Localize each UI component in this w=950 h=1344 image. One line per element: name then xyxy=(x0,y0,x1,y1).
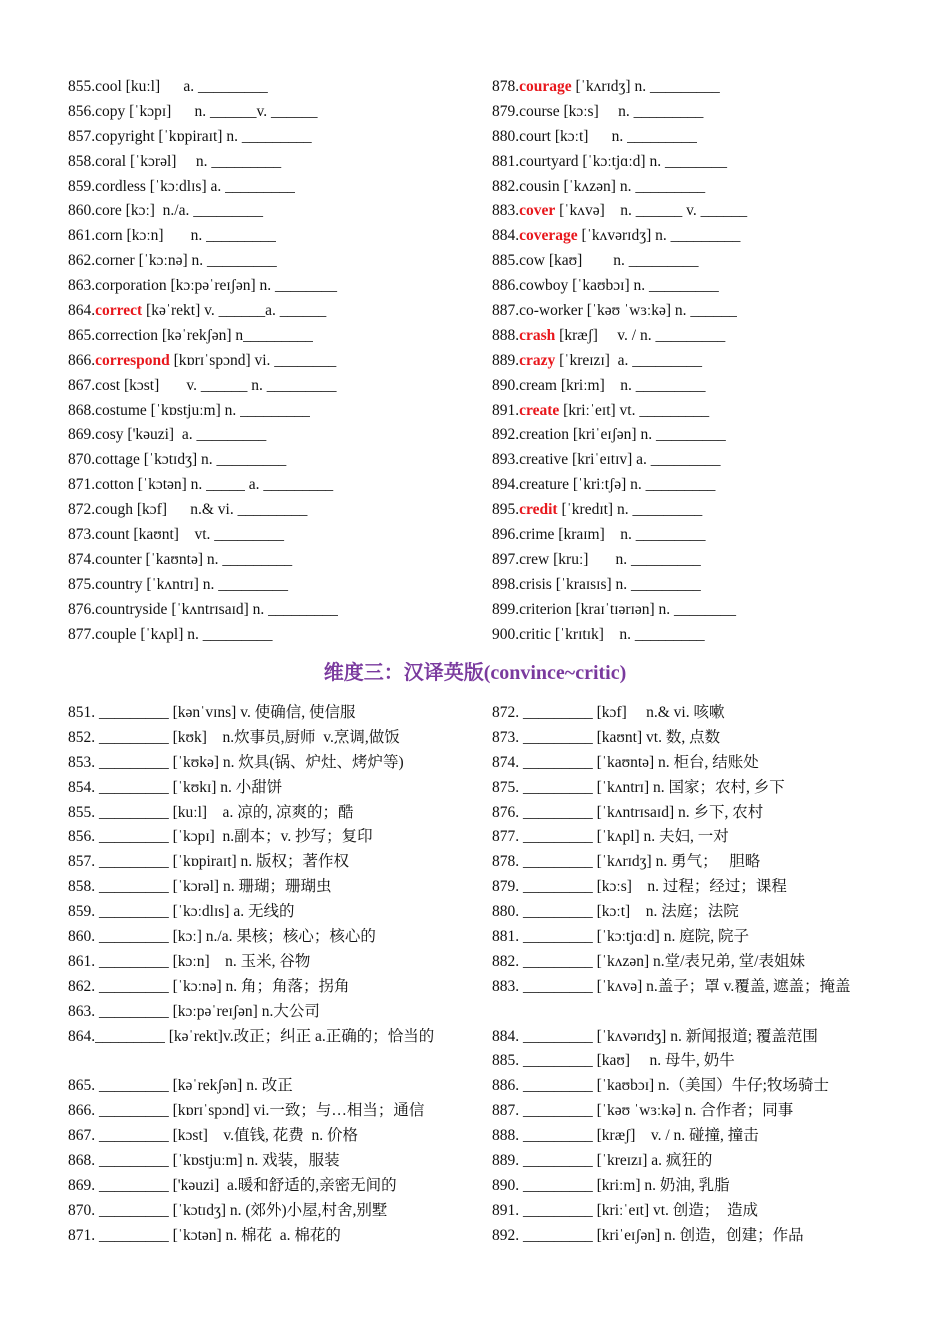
vocab-entry xyxy=(492,1224,884,1249)
entry-text: 881.courtyard [ˈkɔːtjɑːd] n. ________ xyxy=(492,152,727,170)
entry-text: 895. xyxy=(492,501,520,519)
vocab-entry xyxy=(492,1174,884,1199)
vocab-entry xyxy=(492,274,902,299)
entry-text: 888. xyxy=(492,326,520,344)
entry-text: 874.counter [ˈkaʊntə] n. _________ xyxy=(68,550,293,568)
entry-text: 864. xyxy=(68,302,96,320)
vocab-entry xyxy=(492,751,884,776)
entry-text: 859. _________ [ˈkɔːdlɪs] a. 无线的 xyxy=(68,903,295,921)
vocab-entry xyxy=(68,423,478,448)
entry-text: 877.couple [ˈkʌpl] n. _________ xyxy=(68,625,273,643)
vocab-entry xyxy=(492,498,902,523)
entry-text: 862. _________ [ˈkɔːnə] n. 角；角落；拐角 xyxy=(68,977,350,995)
entry-text: 889. xyxy=(492,351,520,369)
entry-text: 893.creative [kriˈeɪtɪv] a. _________ xyxy=(492,451,721,469)
vocab-entry xyxy=(68,623,478,648)
vocab-entry xyxy=(492,925,884,950)
entry-text: 867.cost [kɔst] v. ______ n. _________ xyxy=(68,376,337,394)
vocab-entry xyxy=(492,900,884,925)
entry-text: 877. _________ [ˈkʌpl] n. 夫妇, 一对 xyxy=(492,828,729,846)
bottom-right-column xyxy=(492,701,884,1249)
entry-keyword: coverage xyxy=(519,227,578,245)
vocab-entry xyxy=(68,498,478,523)
entry-text: 880. _________ [kɔːt] n. 法庭；法院 xyxy=(492,903,739,921)
vocab-entry xyxy=(492,950,884,975)
entry-text: 885. _________ [kaʊ] n. 母牛, 奶牛 xyxy=(492,1052,735,1070)
vocab-entry xyxy=(492,801,884,826)
vocab-entry xyxy=(492,423,902,448)
vocab-entry xyxy=(68,701,460,726)
entry-text: 887. _________ [ˈkəʊ ˈwɜːkə] n. 合作者；同事 xyxy=(492,1102,794,1120)
vocab-entry xyxy=(492,224,902,249)
entry-text: 885.cow [kaʊ] n. _________ xyxy=(492,252,699,270)
entry-text: 856.copy [ˈkɔpɪ] n. ______v. ______ xyxy=(68,102,318,120)
entry-text: 883. xyxy=(492,202,520,220)
vocab-entry xyxy=(68,1099,460,1124)
entry-text: 887.co-worker [ˈkəʊ ˈwɜːkə] n. ______ xyxy=(492,302,737,320)
entry-text: 880.court [kɔːt] n. _________ xyxy=(492,127,697,145)
entry-text: 873. _________ [kaʊnt] vt. 数, 点数 xyxy=(492,728,721,746)
entry-text: [kəˈrekt] v. ______a. ______ xyxy=(142,302,327,320)
vocab-entry xyxy=(492,448,902,473)
entry-text: 867. _________ [kɔst] v.值钱, 花费 n. 价格 xyxy=(68,1127,359,1145)
entry-text: 874. _________ [ˈkaʊntə] n. 柜台, 结账处 xyxy=(492,753,759,771)
vocab-entry xyxy=(68,726,460,751)
entry-text: [kɒrɪˈspɔnd] vi. ________ xyxy=(169,351,337,369)
entry-text: 865. _________ [kəˈrekʃən] n. 改正 xyxy=(68,1077,293,1095)
vocab-entry xyxy=(68,75,478,100)
entry-text: [ˈkʌrɪdʒ] n. _________ xyxy=(571,78,720,95)
vocab-entry xyxy=(492,1099,884,1124)
vocab-entry xyxy=(492,523,902,548)
entry-text: 866. xyxy=(68,351,96,369)
vocab-entry xyxy=(68,1199,460,1224)
vocab-entry xyxy=(68,850,460,875)
entry-text: 898.crisis [ˈkraɪsɪs] n. _________ xyxy=(492,575,701,593)
vocab-entry xyxy=(492,299,902,324)
vocab-entry xyxy=(68,150,478,175)
vocab-entry xyxy=(68,324,478,349)
vocab-entry xyxy=(68,199,478,224)
vocab-entry xyxy=(68,1124,460,1149)
entry-text: 892. _________ [kriˈeɪʃən] n. 创造，创建；作品 xyxy=(492,1226,804,1244)
entry-text: 866. _________ [kɒrɪˈspɔnd] vi.一致；与…相当；通信 xyxy=(68,1102,425,1120)
entry-text: 857.copyright [ˈkɒpiraɪt] n. _________ xyxy=(68,127,312,145)
entry-text: 856. _________ [ˈkɔpɪ] n.副本；v. 抄写；复印 xyxy=(68,828,373,846)
vocab-entry xyxy=(68,1174,460,1199)
vocab-entry xyxy=(68,100,478,125)
entry-keyword: courage xyxy=(519,78,572,95)
entry-text: 882. _________ [ˈkʌzən] n.堂/表兄弟, 堂/表姐妹 xyxy=(492,952,805,970)
entry-text: 890.cream [kriːm] n. _________ xyxy=(492,376,706,394)
vocab-entry xyxy=(492,850,884,875)
vocab-entry xyxy=(68,1000,460,1025)
entry-text: 862.corner [ˈkɔːnə] n. _________ xyxy=(68,252,277,270)
entry-text: 891. xyxy=(492,401,520,419)
vocab-entry xyxy=(492,623,902,648)
entry-text: 876. _________ [ˈkʌntrɪsaɪd] n. 乡下, 农村 xyxy=(492,803,764,821)
vocab-entry xyxy=(68,299,478,324)
entry-text: 859.cordless [ˈkɔːdlɪs] a. _________ xyxy=(68,177,295,195)
vocab-entry xyxy=(492,598,902,623)
entry-text: 863.corporation [kɔːpəˈreɪʃən] n. ________ xyxy=(68,277,338,295)
vocab-entry xyxy=(68,399,478,424)
entry-text: 860.core [kɔː] n./a. _________ xyxy=(68,202,263,220)
entry-text: [kriːˈeɪt] vt. _________ xyxy=(559,401,710,419)
entry-text: 875.country [ˈkʌntrɪ] n. _________ xyxy=(68,575,288,593)
vocab-entry xyxy=(492,825,884,850)
top-left-column xyxy=(68,75,478,647)
entry-text: 863. _________ [kɔːpəˈreɪʃən] n.大公司 xyxy=(68,1002,320,1020)
entry-text: [kræʃ] v. / n. _________ xyxy=(555,326,726,344)
entry-text: [ˈkredɪt] n. _________ xyxy=(557,501,703,519)
entry-text: 861.corn [kɔːn] n. _________ xyxy=(68,227,276,245)
vocab-entry xyxy=(68,1149,460,1174)
vocab-entry xyxy=(492,349,902,374)
vocab-entry xyxy=(492,199,902,224)
vocab-entry xyxy=(492,573,902,598)
vocab-entry xyxy=(68,349,478,374)
vocab-entry xyxy=(68,950,460,975)
entry-text: 900.critic [ˈkrɪtɪk] n. _________ xyxy=(492,625,705,643)
vocab-entry xyxy=(492,249,902,274)
entry-text: 883. _________ [ˈkʌvə] n.盖子；罩 v.覆盖, 遮盖；掩盖 xyxy=(492,977,851,995)
entry-text: 855. _________ [kuːl] a. 凉的, 凉爽的；酷 xyxy=(68,803,354,821)
entry-text: 858. _________ [ˈkɔrəl] n. 珊瑚；珊瑚虫 xyxy=(68,878,332,896)
vocab-entry xyxy=(68,801,460,826)
entry-text: 872.cough [kɔf] n.& vi. _________ xyxy=(68,501,308,519)
entry-text: 852. _________ [kʊk] n.炊事员,厨师 v.烹调,做饭 xyxy=(68,728,400,746)
entry-text: 896.crime [kraɪm] n. _________ xyxy=(492,526,706,544)
entry-text: 892.creation [kriˈeɪʃən] n. _________ xyxy=(492,426,726,444)
top-right-column xyxy=(492,75,902,647)
vocab-entry xyxy=(68,751,460,776)
vocab-entry xyxy=(68,925,460,950)
vocab-entry xyxy=(68,1224,460,1249)
entry-text: 871. _________ [ˈkɔtən] n. 棉花 a. 棉花的 xyxy=(68,1226,341,1244)
entry-text: 884. xyxy=(492,227,520,245)
vocab-entry xyxy=(492,374,902,399)
entry-text: 897.crew [kruː] n. _________ xyxy=(492,550,701,568)
vocab-entry xyxy=(492,1124,884,1149)
entry-keyword: crazy xyxy=(519,351,556,369)
vocab-entry xyxy=(68,1074,460,1099)
vocab-entry xyxy=(68,448,478,473)
vocab-entry xyxy=(492,548,902,573)
vocab-entry xyxy=(68,175,478,200)
entry-text: 875. _________ [ˈkʌntrɪ] n. 国家；农村, 乡下 xyxy=(492,778,785,796)
vocab-entry xyxy=(492,100,902,125)
entry-text: 878. xyxy=(492,78,520,95)
entry-text: 870. _________ [ˈkɔtɪdʒ] n. (郊外)小屋,村舍,别墅 xyxy=(68,1201,388,1219)
vocab-entry xyxy=(492,726,884,751)
bottom-left-column xyxy=(68,701,460,1249)
entry-text: 869. _________ ['kəuzi] a.暖和舒适的,亲密无间的 xyxy=(68,1176,397,1194)
vocab-entry xyxy=(492,1025,884,1050)
vocab-entry xyxy=(68,573,478,598)
vocab-entry xyxy=(492,150,902,175)
vocab-entry xyxy=(492,776,884,801)
entry-text: 888. _________ [kræʃ] v. / n. 碰撞, 撞击 xyxy=(492,1127,759,1145)
entry-text: 854. _________ [ˈkʊkɪ] n. 小甜饼 xyxy=(68,778,283,796)
vocab-entry xyxy=(492,875,884,900)
entry-text: [ˈkreɪzɪ] a. _________ xyxy=(555,351,703,369)
vocab-entry xyxy=(492,1074,884,1099)
entry-text: 868. _________ [ˈkɒstjuːm] n. 戏装，服装 xyxy=(68,1152,340,1170)
vocab-entry xyxy=(68,548,478,573)
vocab-entry xyxy=(492,324,902,349)
entry-text: 861. _________ [kɔːn] n. 玉米, 谷物 xyxy=(68,952,311,970)
entry-keyword: cover xyxy=(519,202,556,220)
entry-keyword: crash xyxy=(519,326,556,344)
vocab-entry xyxy=(492,1199,884,1224)
entry-text: 869.cosy ['kəuzi] a. _________ xyxy=(68,426,267,444)
entry-text: 879.course [kɔːs] n. _________ xyxy=(492,102,704,120)
entry-text: 884. _________ [ˈkʌvərɪdʒ] n. 新闻报道; 覆盖范围 xyxy=(492,1027,818,1045)
vocab-entry xyxy=(492,1149,884,1174)
vocab-entry xyxy=(492,975,884,1025)
entry-text: 882.cousin [ˈkʌzən] n. _________ xyxy=(492,177,706,195)
entry-keyword: credit xyxy=(519,501,558,519)
entry-text: 891. _________ [kriːˈeɪt] vt. 创造； 造成 xyxy=(492,1201,759,1219)
vocab-entry xyxy=(68,598,478,623)
entry-text: 878. _________ [ˈkʌrɪdʒ] n. 勇气； 胆略 xyxy=(492,853,761,871)
vocab-entry xyxy=(492,1049,884,1074)
entry-text: 851. _________ [kənˈvɪns] v. 使确信, 使信服 xyxy=(68,704,356,721)
vocab-entry xyxy=(492,75,902,100)
entry-text: 870.cottage [ˈkɔtɪdʒ] n. _________ xyxy=(68,451,287,469)
entry-text: 868.costume [ˈkɒstjuːm] n. _________ xyxy=(68,401,310,419)
section-title: 维度三：汉译英版(convince~critic) xyxy=(323,662,627,684)
entry-text: 864._________ [kəˈrekt]v.改正；纠正 a.正确的；恰当的 xyxy=(68,1027,435,1045)
entry-text: 886. _________ [ˈkaʊbɔɪ] n.（美国）牛仔;牧场骑士 xyxy=(492,1077,829,1095)
entry-text: 855.cool [kuːl] a. _________ xyxy=(68,78,268,95)
entry-keyword: create xyxy=(519,401,560,419)
vocab-entry xyxy=(68,473,478,498)
vocab-entry xyxy=(68,125,478,150)
entry-text: 853. _________ [ˈkʊkə] n. 炊具(锅、炉灶、烤炉等) xyxy=(68,753,404,771)
vocab-entry xyxy=(492,175,902,200)
vocab-entry xyxy=(68,900,460,925)
entry-keyword: correspond xyxy=(95,351,170,369)
vocab-entry xyxy=(68,224,478,249)
entry-text: 879. _________ [kɔːs] n. 过程；经过；课程 xyxy=(492,878,787,896)
entry-text: [ˈkʌvərɪdʒ] n. _________ xyxy=(577,227,741,245)
entry-text: 894.creature [ˈkriːtʃə] n. _________ xyxy=(492,476,716,494)
entry-text: 881. _________ [ˈkɔːtjɑːd] n. 庭院, 院子 xyxy=(492,928,749,946)
vocab-entry xyxy=(68,875,460,900)
entry-text: 889. _________ [ˈkreɪzɪ] a. 疯狂的 xyxy=(492,1152,713,1170)
entry-text: 872. _________ [kɔf] n.& vi. 咳嗽 xyxy=(492,704,725,721)
vocab-entry xyxy=(68,374,478,399)
entry-text: 899.criterion [kraɪˈtɪərɪən] n. ________ xyxy=(492,600,737,618)
entry-text: 876.countryside [ˈkʌntrɪsaɪd] n. _________ xyxy=(68,600,338,618)
vocab-entry xyxy=(492,125,902,150)
vocab-entry xyxy=(492,701,884,726)
entry-text: 860. _________ [kɔː] n./a. 果核；核心；核心的 xyxy=(68,928,376,946)
vocab-entry xyxy=(492,399,902,424)
vocab-entry xyxy=(492,473,902,498)
vocab-entry xyxy=(68,825,460,850)
vocab-entry xyxy=(68,523,478,548)
vocab-entry xyxy=(68,975,460,1000)
entry-text: 871.cotton [ˈkɔtən] n. _____ a. _________ xyxy=(68,476,334,494)
vocab-entry xyxy=(68,776,460,801)
entry-text: 857. _________ [ˈkɒpiraɪt] n. 版权；著作权 xyxy=(68,853,350,871)
entry-keyword: correct xyxy=(95,302,143,320)
vocab-entry xyxy=(68,274,478,299)
entry-text: [ˈkʌvə] n. ______ v. ______ xyxy=(555,202,748,220)
entry-text: 873.count [kaʊnt] vt. _________ xyxy=(68,526,285,544)
entry-text: 865.correction [kəˈrekʃən] n_________ xyxy=(68,326,313,344)
entry-text: 890. _________ [kriːm] n. 奶油, 乳脂 xyxy=(492,1176,730,1194)
vocab-entry xyxy=(68,1025,460,1075)
entry-text: 886.cowboy [ˈkaʊbɔɪ] n. _________ xyxy=(492,277,719,295)
entry-text: 858.coral [ˈkɔrəl] n. _________ xyxy=(68,152,282,170)
vocab-entry xyxy=(68,249,478,274)
